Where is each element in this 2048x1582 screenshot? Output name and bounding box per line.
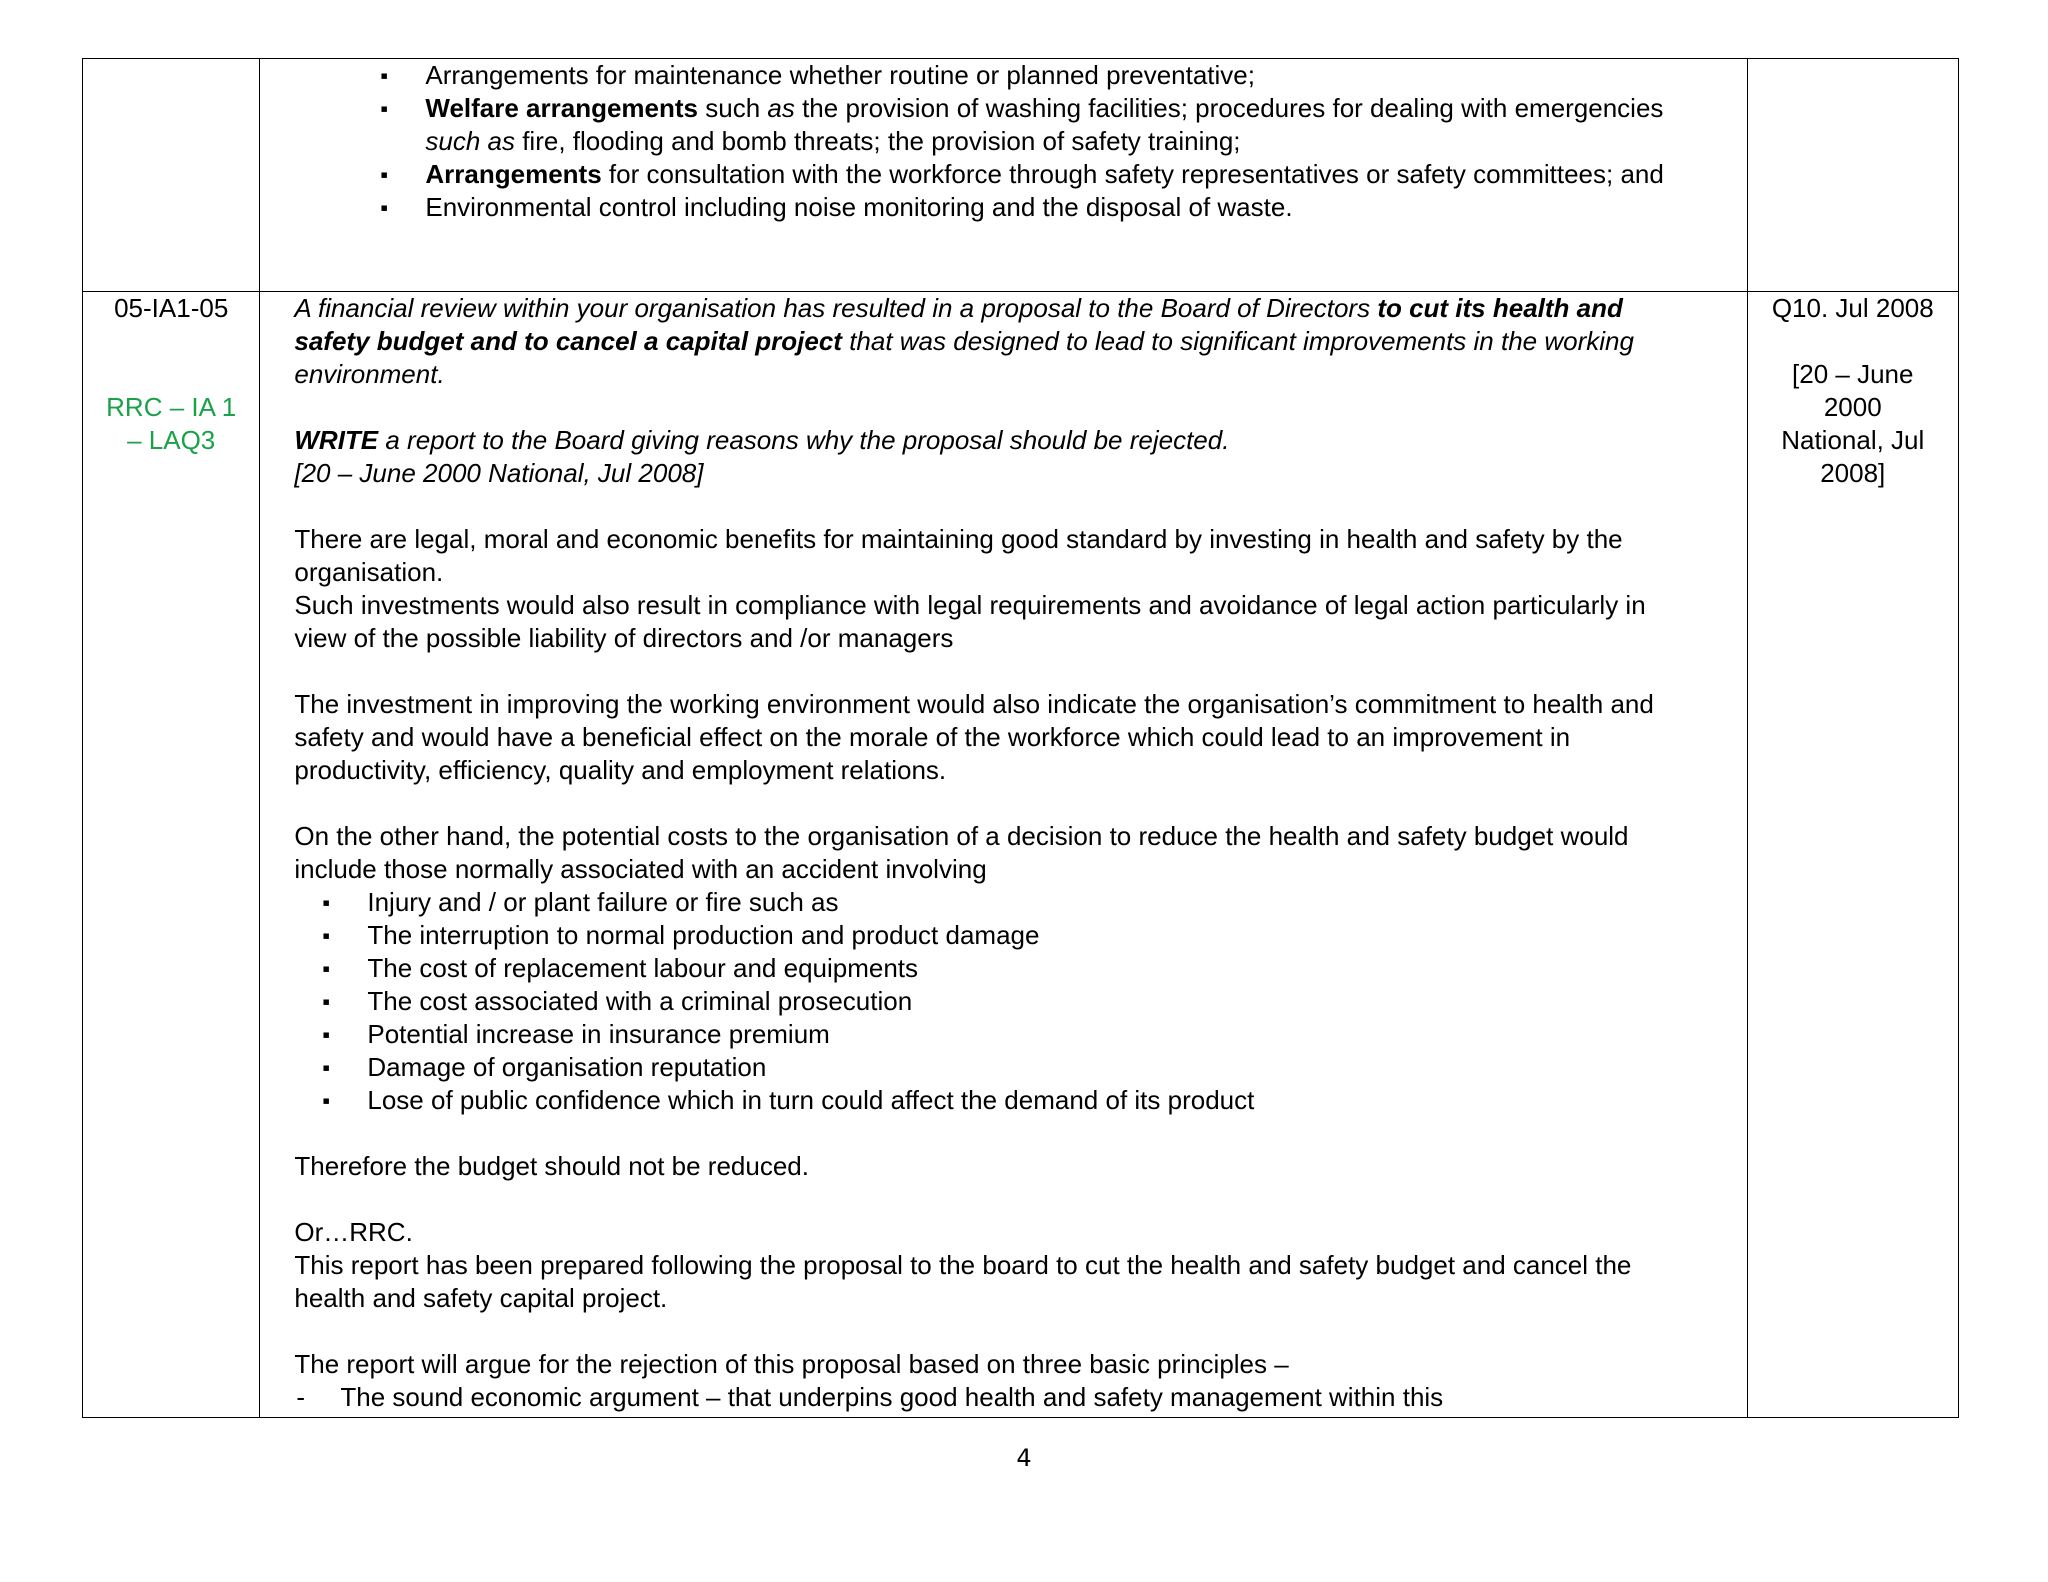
report-argue: The report will argue for the rejection of this proposal based on three basic principles – bbox=[294, 1349, 1289, 1379]
list-item: ▪ The cost associated with a criminal prosecution bbox=[367, 985, 1696, 1018]
page-number: 4 bbox=[1016, 1444, 1032, 1472]
bullet-text-segment: Arrangements for maintenance whether routine or planned preventative; bbox=[425, 60, 1255, 90]
question-reference: [20 – June 2000 National, Jul 2008] bbox=[294, 458, 704, 488]
list-item: ▪ Lose of public confidence which in turn could affect the demand of its product bbox=[367, 1084, 1696, 1117]
or-rrc: Or…RRC. bbox=[294, 1217, 413, 1247]
list-item: ▪ Potential increase in insurance premium bbox=[367, 1018, 1696, 1051]
paragraph-benefits: There are legal, moral and economic benefits for maintaining good standard by investing in health and safety by the organisation. bbox=[294, 524, 1623, 587]
conclusion: Therefore the budget should not be reduced. bbox=[294, 1151, 809, 1181]
question-segment: that was designed to lead to significant improvements in the working environment. bbox=[294, 326, 1634, 389]
bullet-text-segment: Environmental control including noise monitoring and the disposal of waste. bbox=[425, 192, 1293, 222]
source-question: Q10. Jul 2008 bbox=[1771, 293, 1934, 323]
source-cell bbox=[1747, 59, 1958, 292]
dash-item-text: The sound economic argument – that underpins good health and safety management within this bbox=[340, 1382, 1444, 1412]
list-item bbox=[425, 158, 1706, 191]
bullet-text-segment: for consultation with the workforce through safety representatives or safety committees; and bbox=[601, 159, 1664, 189]
list-item bbox=[294, 1381, 1696, 1414]
ref-cell bbox=[83, 59, 260, 292]
question-segment: A financial review within your organisation has resulted in a proposal to the Board of Directors bbox=[294, 293, 1378, 323]
table-row bbox=[83, 292, 1959, 1418]
document-table bbox=[82, 58, 1959, 1418]
list-item: ▪ The interruption to normal production and product damage bbox=[367, 919, 1696, 952]
rrc-tag: RRC – IA 1 – LAQ3 bbox=[106, 392, 237, 455]
table-row bbox=[83, 59, 1959, 292]
bullet-text-segment: Arrangements bbox=[425, 159, 602, 189]
bullet-text-segment: fire, flooding and bomb threats; the provision of safety training; bbox=[514, 126, 1241, 156]
question-segment: to cut its health and safety budget and to cancel a capital project bbox=[294, 293, 1623, 356]
ref-cell bbox=[83, 292, 260, 1418]
question-text bbox=[294, 292, 1696, 391]
source-detail: [20 – June 2000 National, Jul 2008] bbox=[1781, 359, 1925, 488]
arrangements-list bbox=[425, 59, 1706, 224]
costs-list bbox=[367, 886, 1696, 1117]
paragraph-investment: The investment in improving the working environment would also indicate the organisation’s commitment to health and safety and would have a beneficial effect on the morale of the workforce which could lead to an improvement in productivity, efficiency, quality and employment relations. bbox=[294, 689, 1654, 785]
paragraph-compliance: Such investments would also result in compliance with legal requirements and avoidance of legal action particularly in view of the possible liability of directors and /or managers bbox=[294, 590, 1646, 653]
paragraph-costs: On the other hand, the potential costs to the organisation of a decision to reduce the health and safety budget would include those normally associated with an accident involving bbox=[294, 821, 1629, 884]
bullet-text-segment: Welfare arrangements bbox=[425, 93, 699, 123]
list-item: ▪ Damage of organisation reputation bbox=[367, 1051, 1696, 1084]
write-segment: WRITE bbox=[294, 425, 379, 455]
bullet-text-segment: as bbox=[767, 93, 795, 123]
bullet-text-segment: such bbox=[698, 93, 768, 123]
content-cell bbox=[260, 59, 1747, 292]
list-item: ▪ The cost of replacement labour and equipments bbox=[367, 952, 1696, 985]
dash-marker: - bbox=[296, 1382, 306, 1412]
report-intro: This report has been prepared following the proposal to the board to cut the health and safety budget and cancel the health and safety capital project. bbox=[294, 1250, 1632, 1313]
source-cell bbox=[1747, 292, 1958, 1418]
list-item bbox=[425, 59, 1706, 92]
list-item: ▪ Injury and / or plant failure or fire such as bbox=[367, 886, 1696, 919]
write-segment: a report to the Board giving reasons why the proposal should be rejected. bbox=[378, 425, 1230, 455]
list-item bbox=[425, 191, 1706, 224]
bullet-text-segment: such as bbox=[425, 126, 515, 156]
question-ref-code: 05-IA1-05 bbox=[114, 293, 229, 323]
write-instruction bbox=[294, 424, 1696, 457]
bullet-text-segment: the provision of washing facilities; procedures for dealing with emergencies bbox=[794, 93, 1664, 123]
list-item bbox=[425, 92, 1706, 158]
content-cell bbox=[260, 292, 1747, 1418]
